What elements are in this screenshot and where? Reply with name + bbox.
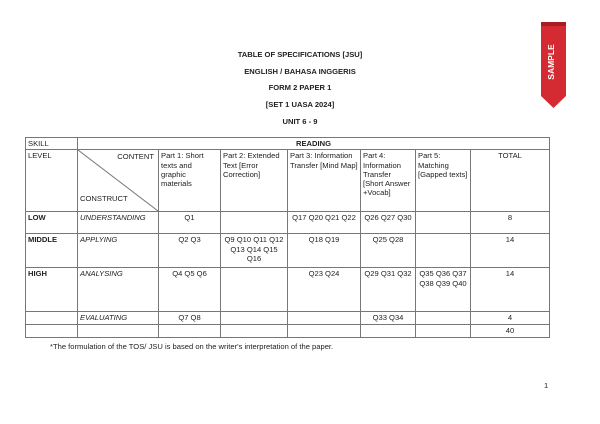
table-cell xyxy=(288,312,361,325)
doc-unit: UNIT 6 - 9 xyxy=(282,117,318,126)
sample-badge-text: SAMPLE xyxy=(546,44,556,80)
table-cell: Q1 xyxy=(159,212,221,234)
level-cell: MIDDLE xyxy=(26,234,78,268)
empty-cell xyxy=(159,325,221,337)
table-cell xyxy=(221,212,288,234)
content-construct-header xyxy=(78,150,159,212)
empty-cell xyxy=(221,325,288,337)
level-cell: HIGH xyxy=(26,268,78,312)
grand-total-row xyxy=(26,325,550,337)
table-cell: Q7 Q8 xyxy=(159,312,221,325)
grand-total-cell: 40 xyxy=(471,325,550,337)
total-cell: 4 xyxy=(471,312,550,325)
total-cell: 14 xyxy=(471,268,550,312)
construct-cell: APPLYING xyxy=(78,234,159,268)
table-cell xyxy=(416,312,471,325)
ribbon-icon xyxy=(540,22,567,108)
construct-label: CONSTRUCT xyxy=(80,194,128,203)
table-row xyxy=(26,234,550,268)
table-cell xyxy=(221,312,288,325)
table-row xyxy=(26,212,550,234)
table-cell xyxy=(416,234,471,268)
table-cell: Q35 Q36 Q37 Q38 Q39 Q40 xyxy=(416,268,471,312)
table-cell: Q26 Q27 Q30 xyxy=(361,212,416,234)
skill-label: SKILL xyxy=(26,138,78,150)
table-cell: Q17 Q20 Q21 Q22 xyxy=(288,212,361,234)
table-cell: Q9 Q10 Q11 Q12 Q13 Q14 Q15 Q16 xyxy=(221,234,288,268)
table-cell: Q23 Q24 xyxy=(288,268,361,312)
construct-cell: ANALYSING xyxy=(78,268,159,312)
level-label: LEVEL xyxy=(26,150,78,212)
table-cell: Q18 Q19 xyxy=(288,234,361,268)
column-header: Part 4: Information Transfer [Short Answer +Vocab] xyxy=(361,150,416,212)
total-cell: 8 xyxy=(471,212,550,234)
sample-badge xyxy=(540,22,567,108)
skill-value: READING xyxy=(78,138,550,150)
column-header: Part 1: Short texts and graphic materials xyxy=(159,150,221,212)
doc-paper: FORM 2 PAPER 1 xyxy=(268,83,332,92)
content-label: CONTENT xyxy=(117,152,154,162)
empty-cell xyxy=(361,325,416,337)
construct-cell: EVALUATING xyxy=(78,312,159,325)
empty-cell xyxy=(288,325,361,337)
table-cell: Q29 Q31 Q32 xyxy=(361,268,416,312)
table-row xyxy=(26,312,550,325)
doc-subject: ENGLISH / BAHASA INGGERIS xyxy=(244,67,356,76)
empty-cell xyxy=(78,325,159,337)
table-cell xyxy=(416,212,471,234)
construct-cell: UNDERSTANDING xyxy=(78,212,159,234)
level-cell: LOW xyxy=(26,212,78,234)
table-cell: Q33 Q34 xyxy=(361,312,416,325)
empty-cell xyxy=(416,325,471,337)
column-header: Part 2: Extended Text [Error Correction] xyxy=(221,150,288,212)
table-cell: Q4 Q5 Q6 xyxy=(159,268,221,312)
empty-cell xyxy=(26,325,78,337)
table-cell: Q25 Q28 xyxy=(361,234,416,268)
table-cell: Q2 Q3 xyxy=(159,234,221,268)
total-cell: 14 xyxy=(471,234,550,268)
column-header: Part 3: Information Transfer [Mind Map] xyxy=(288,150,361,212)
footnote: *The formulation of the TOS/ JSU is based on the writer's interpretation of the paper. xyxy=(50,342,334,351)
column-header-total: TOTAL xyxy=(471,150,550,212)
specification-table xyxy=(25,137,550,338)
level-cell xyxy=(26,312,78,325)
table-row xyxy=(26,268,550,312)
column-header: Part 5: Matching [Gapped texts] xyxy=(416,150,471,212)
table-cell xyxy=(221,268,288,312)
page-number: 1 xyxy=(544,381,549,390)
doc-title: TABLE OF SPECIFICATIONS [JSU] xyxy=(237,50,363,59)
doc-set: [SET 1 UASA 2024] xyxy=(265,100,335,109)
